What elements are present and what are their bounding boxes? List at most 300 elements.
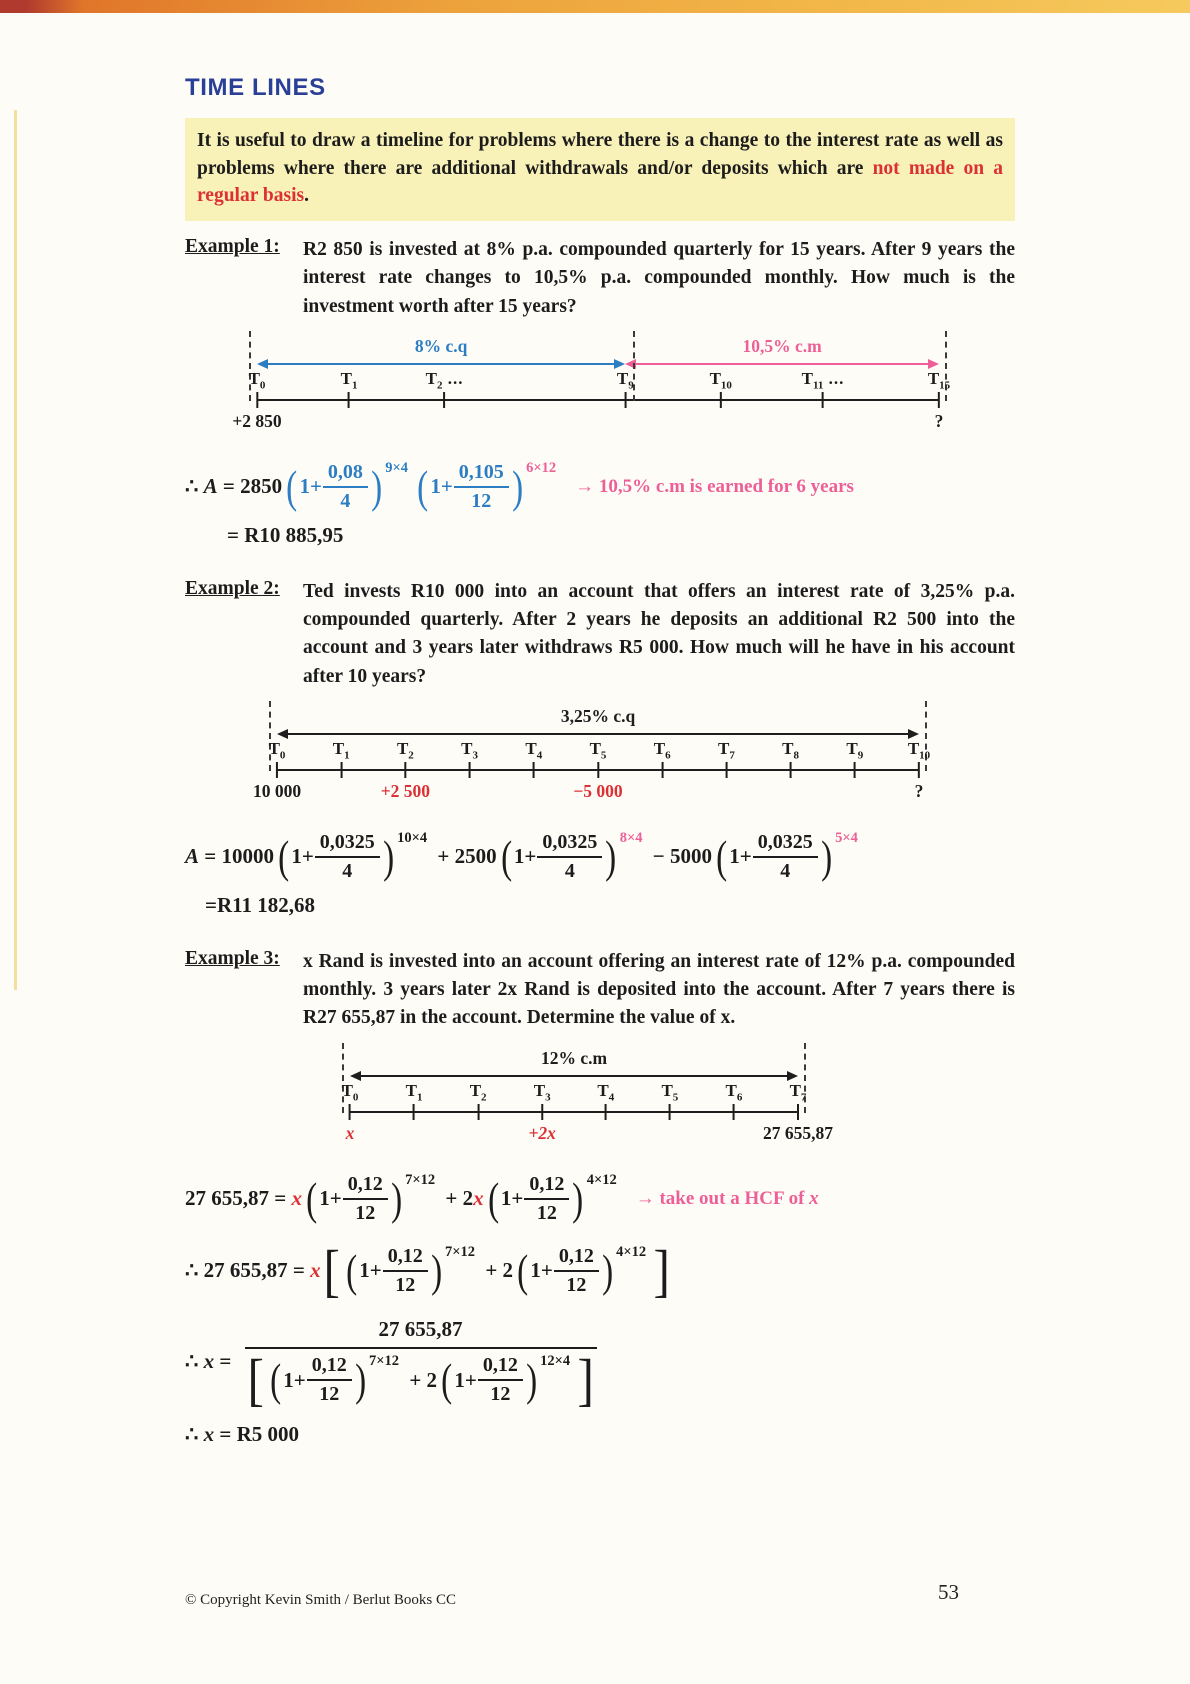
- variable-x: x: [291, 1186, 302, 1211]
- fraction-denominator: 4: [340, 489, 351, 512]
- arrow-shaft: [355, 1075, 793, 1077]
- rate-fraction: [315, 831, 380, 883]
- tick-label: [341, 369, 358, 391]
- growth-factor-2: [515, 1245, 649, 1297]
- example-3-timeline: [341, 1043, 833, 1153]
- fraction-denominator: 4: [780, 859, 791, 882]
- intro-emphasis: not made on a regular basis: [197, 157, 1003, 207]
- tick-subscript: 15: [939, 379, 951, 392]
- fraction-numerator: 0,105: [454, 461, 509, 488]
- tick-letter: T: [846, 738, 858, 758]
- exponent: 7×12: [445, 1243, 476, 1260]
- arrow-shaft: [630, 363, 934, 365]
- fraction-denominator: 12: [471, 489, 492, 512]
- example-2-question: Ted invests R10 000 into an account that offers an interest rate of 3,25% p.a. compounded quarterly. After 2 years he deposits an additional R2 500 into the account and 3 years later withdraws R5 000. How much will he have in his account after 10 years?: [303, 580, 1015, 687]
- tick-letter: T: [589, 738, 601, 758]
- timeline-tick: [528, 1081, 555, 1144]
- paren-open: (: [306, 1172, 318, 1224]
- growth-factor-1: [268, 1354, 402, 1406]
- timeline-tick: [381, 739, 430, 802]
- tick-mark: [444, 392, 446, 408]
- timeline-tick: [406, 1081, 423, 1123]
- fraction-denominator: [245, 1346, 597, 1412]
- tick-subscript: 1: [416, 1091, 423, 1104]
- paren-open: (: [716, 831, 728, 883]
- timeline-axis: [232, 368, 951, 441]
- variable-x: x: [203, 1422, 215, 1447]
- fraction-numerator: 0,0325: [537, 831, 602, 858]
- tick-label: [333, 739, 350, 761]
- tick-mark: [854, 762, 856, 778]
- paren-close: ): [390, 1172, 402, 1224]
- fraction-numerator: 0,0325: [315, 831, 380, 858]
- paren-close: ): [525, 1354, 538, 1406]
- variable-A: A: [185, 844, 200, 869]
- paren-close: ): [511, 461, 523, 513]
- tick-mark: [404, 762, 406, 778]
- tick-label: [782, 739, 799, 761]
- tick-letter: T: [616, 368, 629, 388]
- tick-letter: T: [661, 1080, 673, 1100]
- exponent: 10×4: [397, 829, 428, 846]
- growth-factor-2: [499, 831, 646, 883]
- timeline-tick: [908, 739, 930, 802]
- tick-subscript: 10: [720, 379, 732, 392]
- tick-letter: T: [725, 1080, 737, 1100]
- tick-value: 27 655,87: [763, 1122, 833, 1143]
- tick-mark: [822, 392, 824, 408]
- bracket-open: [: [247, 1346, 264, 1412]
- example-2-formula: [185, 831, 1015, 883]
- timeline-tick: [617, 369, 634, 411]
- tick-letter: T: [268, 738, 280, 758]
- tick-mark: [797, 1104, 799, 1120]
- annotation-variable: x: [809, 1187, 819, 1209]
- tick-mark: [340, 762, 342, 778]
- arrow-head-right-icon: [614, 359, 625, 369]
- timeline-tick: [333, 739, 350, 781]
- tick-value: −5 000: [573, 780, 623, 801]
- tick-letter: T: [340, 368, 352, 388]
- exponent: 4×12: [586, 1171, 617, 1188]
- timeline-tick: [341, 369, 358, 411]
- timeline-tick: [232, 369, 281, 432]
- tick-label: [534, 1081, 551, 1103]
- tick-letter: T: [425, 368, 437, 388]
- paren-open: (: [346, 1244, 358, 1296]
- arrow-head-right-icon: [908, 729, 919, 739]
- interest-period-arrow-1: [257, 335, 625, 369]
- tick-letter: T: [789, 1080, 801, 1100]
- paren-close: ): [430, 1244, 442, 1296]
- interest-period-arrow-2: [625, 335, 939, 369]
- example-1-formula: [185, 461, 1015, 513]
- left-hand-side: 27 655,87 =: [185, 1186, 292, 1211]
- fraction-numerator: 0,12: [554, 1245, 599, 1272]
- tick-mark: [597, 762, 599, 778]
- tick-label: [461, 739, 478, 761]
- timeline-arrows: [277, 701, 919, 739]
- timeline-tick: [597, 1081, 614, 1123]
- tick-mark: [733, 1104, 735, 1120]
- equals-sign: =: [214, 1349, 237, 1373]
- fraction-denominator: 12: [566, 1273, 587, 1296]
- tick-letter: T: [533, 1080, 546, 1100]
- tick-value: +2 850: [232, 410, 282, 431]
- example-1-answer: = R10 885,95: [227, 522, 344, 547]
- annotation: → 10,5% c.m is earned for 6 years: [575, 475, 854, 497]
- plus-two: + 2: [480, 1258, 514, 1283]
- tick-value: 10 000: [252, 780, 302, 801]
- tick-letter: T: [907, 738, 920, 758]
- tick-letter: T: [525, 738, 537, 758]
- tick-label: [597, 1081, 614, 1103]
- example-1-question: R2 850 is invested at 8% p.a. compounded quarterly for 15 years. After 9 years the interest rate changes to 10,5% p.a. compounded monthly. How much is the investment worth after 15 years?: [303, 239, 1015, 317]
- tick-label: [726, 1081, 743, 1103]
- paren-close: ): [382, 831, 394, 883]
- tick-value: +2x: [528, 1122, 556, 1143]
- growth-factor-1: [344, 1245, 478, 1297]
- timeline-tick: [802, 369, 845, 411]
- timeline-tick: [654, 739, 671, 781]
- tick-mark: [918, 762, 920, 778]
- therefore-symbol: ∴: [185, 1422, 204, 1447]
- paren-open: (: [286, 461, 298, 513]
- tick-letter: T: [927, 368, 940, 388]
- one-plus: 1+: [530, 1258, 553, 1283]
- paren-close: ): [605, 831, 617, 883]
- tick-subscript: 11: [813, 379, 824, 392]
- timeline-tick: [253, 739, 301, 802]
- paren-open: (: [517, 1244, 529, 1296]
- timeline-tick: [573, 739, 622, 802]
- rate-fraction: [383, 1245, 428, 1297]
- rate-fraction: [478, 1354, 523, 1406]
- equals-value: = 10000: [199, 844, 274, 869]
- equals-value: = R5 000: [214, 1422, 300, 1447]
- tick-letter: T: [709, 368, 721, 388]
- plus-two: + 2: [404, 1367, 438, 1392]
- tick-letter: T: [405, 1080, 417, 1100]
- bracket-close: ]: [653, 1237, 671, 1303]
- paren-open: (: [500, 831, 512, 883]
- fraction-numerator: 0,12: [383, 1245, 428, 1272]
- timeline-tick: [763, 1081, 833, 1144]
- rate-fraction: [307, 1354, 352, 1406]
- tick-subscript: 5: [600, 749, 607, 762]
- tick-mark: [413, 1104, 415, 1120]
- tick-subscript: 6: [665, 749, 671, 762]
- rate-fraction: [537, 831, 602, 883]
- tick-label: [249, 369, 266, 391]
- tick-mark: [469, 762, 471, 778]
- intro-period: .: [304, 185, 309, 207]
- growth-factor-2: [439, 1354, 573, 1406]
- paren-open: (: [441, 1354, 453, 1406]
- tick-letter: T: [653, 738, 666, 758]
- fraction-numerator: 0,12: [478, 1354, 523, 1381]
- arrow-head-left-icon: [257, 359, 268, 369]
- tick-value: ?: [934, 410, 944, 431]
- example-3-label: Example 3:: [185, 947, 280, 969]
- bracket-open: [: [323, 1237, 340, 1303]
- tick-letter: T: [782, 738, 794, 758]
- tick-label: [908, 739, 930, 761]
- one-plus: 1+: [454, 1367, 477, 1392]
- timeline-tick: [661, 1081, 678, 1123]
- tick-mark: [790, 762, 792, 778]
- tick-subscript: 7: [800, 1091, 807, 1104]
- page-title: TIME LINES: [185, 74, 326, 101]
- example-2-timeline: [252, 701, 931, 811]
- tick-letter: T: [332, 738, 345, 758]
- plus-two: + 2: [440, 1186, 474, 1211]
- arrow-shaft: [282, 733, 914, 735]
- tick-label: [654, 739, 671, 761]
- growth-factor-1: [284, 461, 411, 513]
- rate-fraction: [323, 461, 368, 513]
- intro-note: [185, 118, 1015, 221]
- tick-mark: [669, 1104, 671, 1120]
- example-3: [185, 948, 1015, 1033]
- rate-fraction: [343, 1173, 388, 1225]
- tick-letter: T: [597, 1080, 609, 1100]
- tick-letter: T: [801, 368, 814, 388]
- equals-value: = 2850: [217, 474, 283, 499]
- tick-dots: ...: [823, 368, 845, 388]
- arrow-head-left-icon: [277, 729, 288, 739]
- solution-fraction: [245, 1316, 597, 1412]
- tick-label: [846, 739, 863, 761]
- paren-open: (: [487, 1172, 499, 1224]
- tick-mark: [541, 1104, 543, 1120]
- tick-dots: ...: [442, 368, 464, 388]
- tick-subscript: 0: [259, 379, 266, 392]
- interest-period-arrow: [350, 1047, 798, 1081]
- tick-mark: [725, 762, 727, 778]
- timeline-tick: [470, 1081, 487, 1123]
- example-3-formula-3: [185, 1316, 1015, 1412]
- timeline-tick: [525, 739, 542, 781]
- fraction-numerator: 0,12: [343, 1173, 388, 1200]
- timeline-axis: [341, 1080, 833, 1153]
- annotation-text: → take out a HCF of: [635, 1187, 810, 1209]
- timeline-tick: [710, 369, 732, 411]
- tick-subscript: 2: [481, 1091, 487, 1104]
- growth-factor-1: [276, 831, 430, 883]
- one-plus: 1+: [729, 844, 752, 869]
- interest-rate-label-2: 10,5% c.m: [742, 335, 822, 356]
- one-plus: 1+: [291, 844, 314, 869]
- tick-letter: T: [717, 738, 730, 758]
- one-plus: 1+: [359, 1258, 382, 1283]
- variable-A: A: [203, 474, 218, 499]
- timeline-arrows: [257, 331, 939, 369]
- timeline-tick: [846, 739, 863, 781]
- tick-subscript: 8: [793, 749, 800, 762]
- tick-subscript: 6: [736, 1091, 743, 1104]
- tick-label: [342, 1081, 359, 1103]
- tick-label: [710, 369, 732, 391]
- example-2-label: Example 2:: [185, 577, 280, 599]
- exponent: 12×4: [540, 1353, 571, 1369]
- tick-label: [525, 739, 542, 761]
- plus-deposit: + 2500: [432, 844, 497, 869]
- timeline-tick: [461, 739, 478, 781]
- timeline-tick: [782, 739, 799, 781]
- variable-x: x: [473, 1186, 484, 1211]
- page-top-edge: [0, 0, 1190, 13]
- exponent: 7×12: [369, 1353, 400, 1369]
- tick-mark: [477, 1104, 479, 1120]
- growth-factor-2: [415, 461, 559, 513]
- paren-close: ): [572, 1172, 584, 1224]
- tick-subscript: 2: [408, 749, 414, 762]
- minus-withdrawal: − 5000: [647, 844, 712, 869]
- therefore-symbol: ∴: [185, 474, 204, 499]
- tick-mark: [533, 762, 535, 778]
- timeline-arrows: [350, 1043, 798, 1081]
- page-content: [185, 74, 1015, 1447]
- bracket-close: ]: [577, 1346, 595, 1412]
- intro-text: It is useful to draw a timeline for problems where there is a change to the interest rate as well as problems where there are additional withdrawals and/or deposits which are: [197, 130, 1003, 179]
- tick-letter: T: [248, 368, 260, 388]
- tick-label: [790, 1081, 807, 1103]
- paren-open: (: [270, 1354, 282, 1406]
- tick-letter: T: [469, 1080, 482, 1100]
- example-1: [185, 236, 1015, 321]
- tick-subscript: 1: [351, 379, 358, 392]
- paren-close: ): [601, 1244, 614, 1296]
- example-2-answer: =R11 182,68: [205, 892, 315, 917]
- fraction-numerator: 0,08: [323, 461, 368, 488]
- fraction-denominator: 12: [319, 1383, 340, 1405]
- rate-fraction: [753, 831, 818, 883]
- fraction-denominator: 4: [342, 859, 353, 882]
- tick-mark: [256, 392, 258, 408]
- tick-mark: [276, 762, 278, 778]
- one-plus: 1+: [500, 1186, 524, 1211]
- tick-label: [426, 369, 464, 391]
- fraction-denominator: 12: [395, 1273, 416, 1296]
- timeline-tick: [928, 369, 950, 432]
- tick-label: [718, 739, 735, 761]
- example-3-answer: [185, 1422, 1015, 1447]
- tick-mark: [349, 1104, 351, 1120]
- tick-subscript: 4: [536, 749, 543, 762]
- tick-label: [928, 369, 950, 391]
- timeline-tick: [718, 739, 735, 781]
- example-2: [185, 578, 1015, 691]
- timeline-tick: [726, 1081, 743, 1123]
- paren-close: ): [371, 461, 383, 513]
- one-plus: 1+: [430, 474, 453, 499]
- exponent: 7×12: [405, 1171, 436, 1188]
- fraction-numerator: 0,12: [307, 1354, 352, 1381]
- rate-fraction: [554, 1245, 599, 1297]
- tick-label: [590, 739, 607, 761]
- fraction-denominator: 12: [536, 1201, 557, 1224]
- tick-subscript: 3: [472, 749, 479, 762]
- tick-value: +2 500: [380, 780, 431, 801]
- fraction-denominator: 12: [355, 1201, 376, 1224]
- one-plus: 1+: [283, 1367, 306, 1392]
- paren-open: (: [417, 461, 429, 513]
- therefore-symbol: ∴: [185, 1258, 204, 1283]
- therefore-symbol: ∴: [185, 1349, 204, 1373]
- arrow-shaft: [262, 363, 620, 365]
- interest-rate-label-1: 8% c.q: [414, 335, 468, 356]
- tick-mark: [661, 762, 663, 778]
- one-plus: 1+: [299, 474, 322, 499]
- interest-rate-label: 3,25% c.q: [560, 705, 636, 726]
- fraction-denominator: 4: [564, 859, 575, 882]
- paren-close: ): [820, 831, 832, 883]
- arrow-head-right-icon: [928, 359, 939, 369]
- example-3-formula-1: [185, 1173, 1015, 1225]
- arrow-head-right-icon: [787, 1071, 798, 1081]
- tick-label: [397, 739, 414, 761]
- tick-mark: [720, 392, 722, 408]
- rate-fraction: [524, 1173, 569, 1225]
- exponent: 9×4: [385, 459, 408, 476]
- tick-label: [406, 1081, 423, 1103]
- tick-letter: T: [341, 1080, 353, 1100]
- growth-factor-1: [304, 1173, 438, 1225]
- tick-mark: [938, 392, 940, 408]
- paren-open: (: [278, 831, 290, 883]
- tick-subscript: 9: [628, 379, 634, 392]
- tick-subscript: 10: [919, 749, 931, 762]
- exponent: 8×4: [619, 829, 643, 846]
- interest-period-arrow: [277, 705, 919, 739]
- exponent: 6×12: [526, 459, 557, 476]
- tick-letter: T: [396, 738, 409, 758]
- tick-subscript: 1: [344, 749, 350, 762]
- left-hand-side: 27 655,87 =: [203, 1258, 311, 1283]
- tick-mark: [605, 1104, 607, 1120]
- tick-mark: [348, 392, 350, 408]
- tick-value: x: [345, 1122, 355, 1143]
- tick-subscript: 5: [672, 1091, 679, 1104]
- fraction-numerator: 0,12: [524, 1173, 569, 1200]
- tick-label: [802, 369, 845, 391]
- fraction-numerator: 0,0325: [753, 831, 818, 858]
- exponent: 5×4: [835, 829, 858, 846]
- tick-label: [617, 369, 634, 391]
- tick-label: [470, 1081, 487, 1103]
- variable-x: x: [203, 1349, 215, 1373]
- tick-subscript: 0: [352, 1091, 359, 1104]
- variable-x: x: [310, 1258, 321, 1283]
- growth-factor-2: [486, 1173, 620, 1225]
- tick-label: [269, 739, 286, 761]
- tick-subscript: 4: [608, 1091, 615, 1104]
- timeline-tick: [342, 1081, 359, 1144]
- tick-value: ?: [914, 780, 924, 801]
- timeline-tick: [426, 369, 464, 411]
- exponent: 4×12: [616, 1243, 647, 1260]
- tick-label: [661, 1081, 678, 1103]
- tick-subscript: 9: [857, 749, 864, 762]
- tick-subscript: 0: [279, 749, 286, 762]
- page-left-edge: [14, 110, 17, 990]
- one-plus: 1+: [319, 1186, 342, 1211]
- copyright-footer: © Copyright Kevin Smith / Berlut Books CC: [185, 1592, 456, 1608]
- timeline-axis: [252, 738, 931, 811]
- page-number: 53: [938, 1580, 959, 1604]
- example-1-label: Example 1:: [185, 236, 280, 258]
